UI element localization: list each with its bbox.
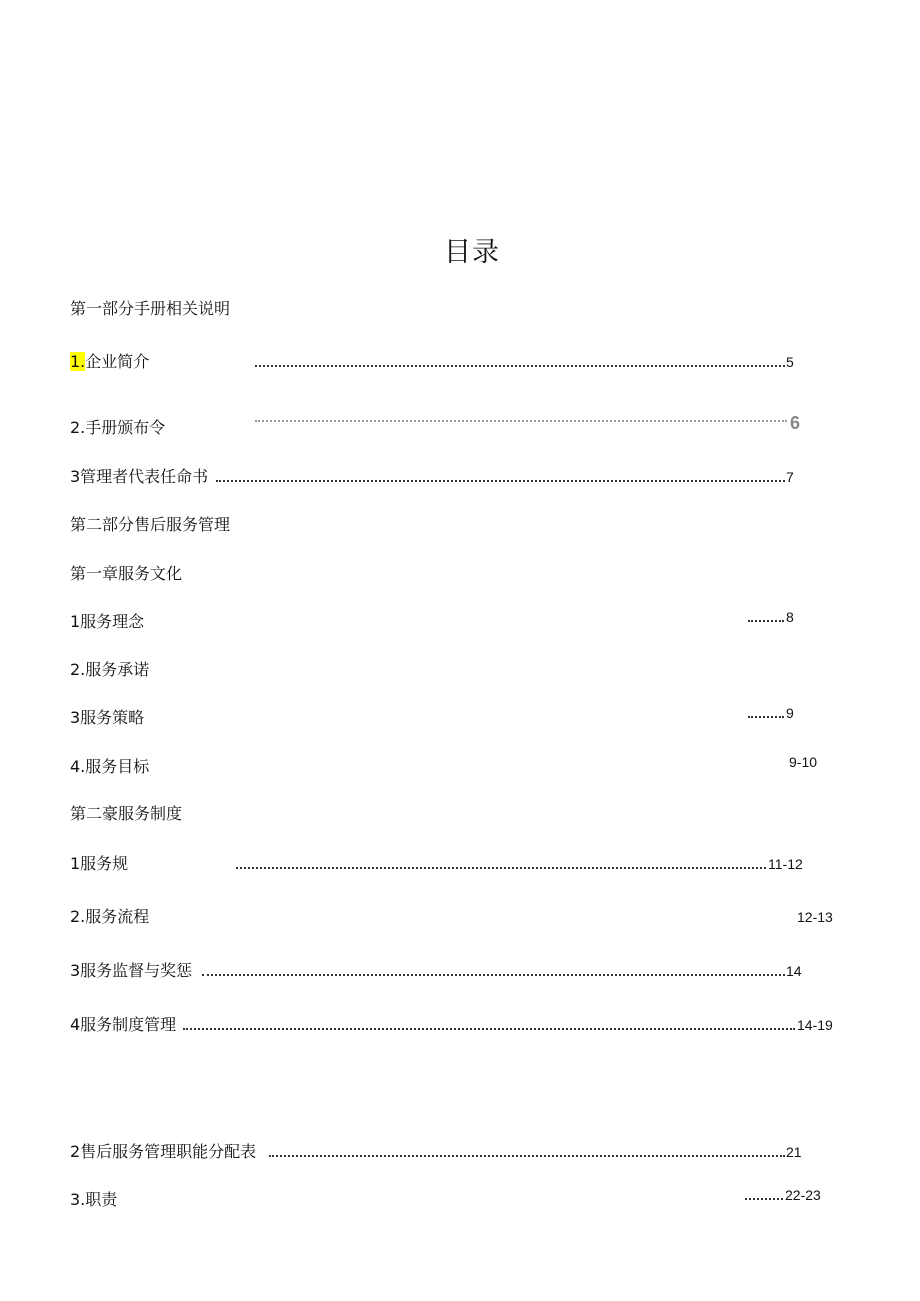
dot-leader bbox=[183, 1028, 795, 1030]
toc-entry-label: 3.职责 bbox=[70, 1190, 118, 1209]
toc-page-number: 12-13 bbox=[797, 909, 833, 925]
toc-entry[interactable] bbox=[70, 413, 830, 440]
toc-entry-label: 1服务规 bbox=[70, 854, 129, 873]
dot-leader bbox=[748, 716, 784, 718]
toc-entry-label: 3服务策略 bbox=[70, 708, 145, 727]
toc-entry-label: 第一部分手册相关说明 bbox=[70, 299, 231, 318]
toc-page-number: 21 bbox=[786, 1144, 802, 1160]
toc-entry-label: 4服务制度管理 bbox=[70, 1015, 177, 1034]
toc-entry-label: 3服务监督与奖惩 bbox=[70, 961, 193, 980]
toc-page-number: 5 bbox=[786, 354, 794, 370]
dot-leader bbox=[269, 1155, 785, 1157]
dot-leader bbox=[745, 1198, 783, 1200]
toc-page-number: 9 bbox=[786, 705, 794, 721]
toc-entry[interactable] bbox=[70, 754, 830, 779]
toc-entry-label: 4.服务目标 bbox=[70, 757, 150, 776]
toc-entry[interactable] bbox=[70, 467, 830, 489]
toc-page-number: 11-12 bbox=[768, 856, 803, 872]
toc-page-number: 9-10 bbox=[789, 754, 818, 770]
toc-entry[interactable] bbox=[70, 1142, 830, 1164]
dot-leader bbox=[255, 365, 785, 367]
toc-page-number: 7 bbox=[786, 469, 794, 485]
toc-entry-label: 第二豪服务制度 bbox=[70, 804, 183, 823]
toc-entry[interactable] bbox=[70, 854, 830, 876]
toc-page-number: 14 bbox=[786, 963, 802, 979]
toc-entry[interactable] bbox=[70, 352, 830, 374]
dot-leader bbox=[748, 620, 784, 622]
toc-page-number: 8 bbox=[786, 609, 794, 625]
toc-title: 目录 bbox=[444, 237, 500, 268]
toc-entry-label: 第一章服务文化 bbox=[70, 564, 183, 583]
dot-leader bbox=[255, 420, 787, 422]
toc-entry-label: 1服务理念 bbox=[70, 612, 145, 631]
toc-entry[interactable] bbox=[70, 961, 830, 983]
dot-leader bbox=[202, 974, 785, 976]
toc-page-number: 6 bbox=[790, 413, 801, 433]
toc-entry[interactable] bbox=[70, 907, 850, 929]
toc-entry-label: 3管理者代表任命书 bbox=[70, 467, 209, 486]
toc-entry-label: 2.服务承诺 bbox=[70, 660, 150, 679]
dot-leader bbox=[216, 480, 785, 482]
highlighted-prefix: 1. bbox=[70, 352, 86, 371]
toc-entry[interactable] bbox=[70, 1187, 850, 1212]
toc-entry[interactable] bbox=[70, 609, 830, 634]
dot-leader bbox=[236, 867, 766, 869]
toc-entry-label: 2售后服务管理职能分配表 bbox=[70, 1142, 257, 1161]
toc-entry[interactable] bbox=[70, 705, 830, 730]
toc-entry-label: 2.手册颁布令 bbox=[70, 418, 166, 437]
toc-entry-label: 企业简介 bbox=[85, 352, 150, 371]
toc-page-number: 14-19 bbox=[797, 1017, 833, 1033]
toc-entry-label: 第二部分售后服务管理 bbox=[70, 515, 231, 534]
toc-entry-label: 2.服务流程 bbox=[70, 907, 150, 926]
toc-entry[interactable] bbox=[70, 1015, 850, 1037]
toc-page-number: 22-23 bbox=[785, 1187, 821, 1203]
